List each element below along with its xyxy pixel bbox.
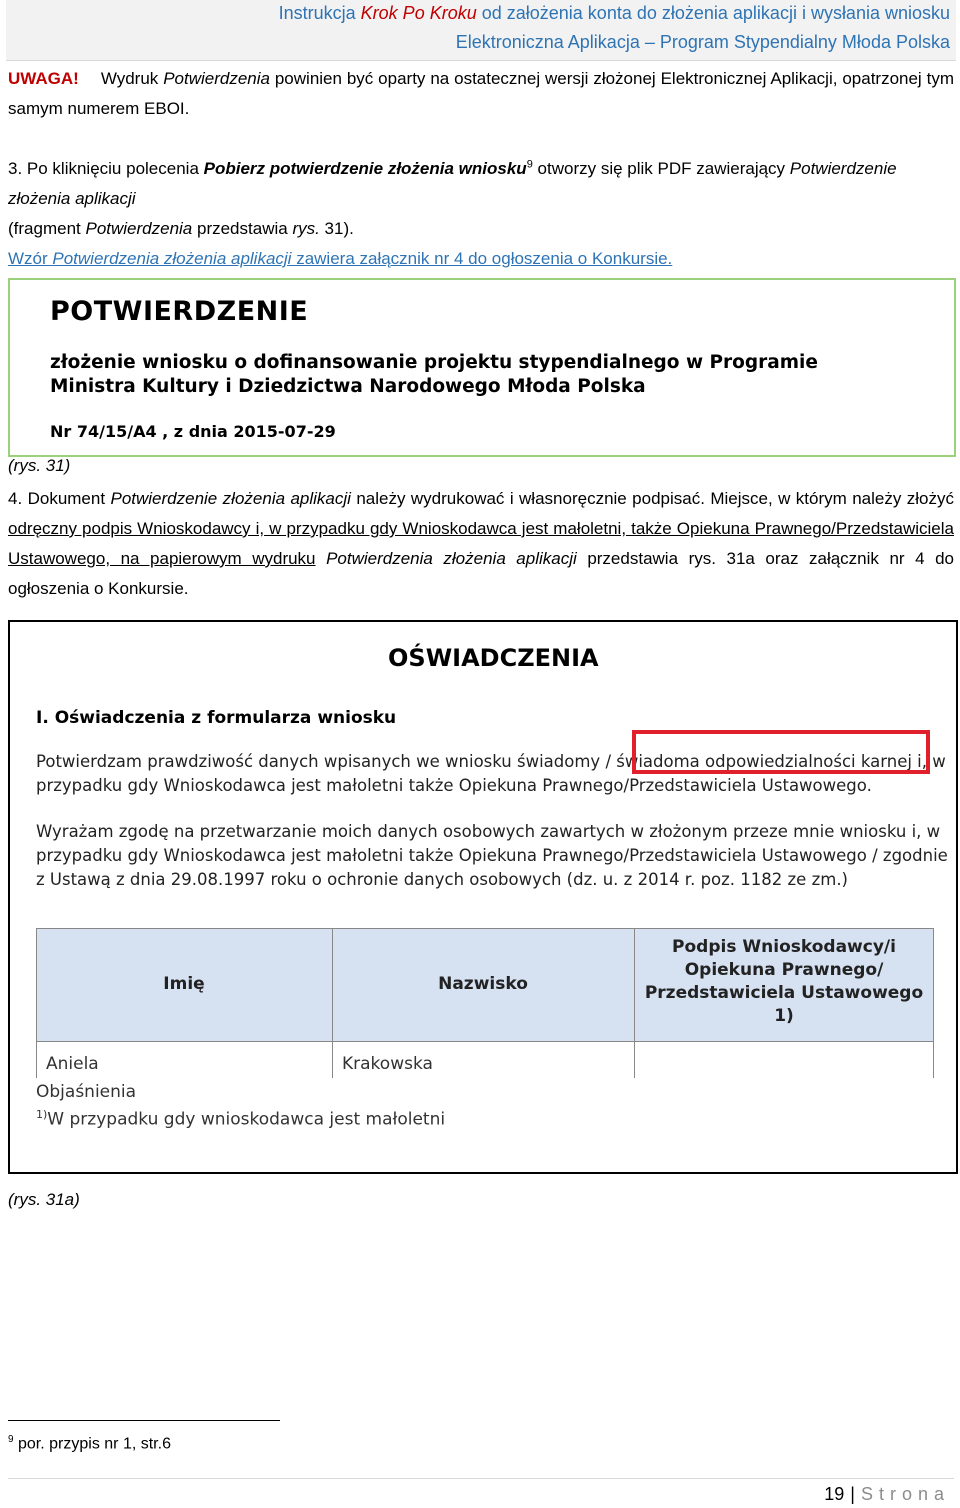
step3-paragraph: 3. Po kliknięciu polecenia Pobierz potwierdzenie złożenia wniosku$^9$ otworzy się plik PDF zawierający Potwierdzenie złożenia aplikacji (fragment Potwierdzenia przedstawia rys. 31). Wzór Potwierdzenia złożenia aplikacji zawiera załącznik nr 4 do ogłoszenia o Konkursie. — [8, 158, 897, 268]
col-header-last-name: Nazwisko — [438, 974, 528, 994]
cell-first-name: Aniela — [46, 1054, 99, 1074]
figure1-caption: (rys. 31) — [8, 456, 71, 475]
declaration-text-2: Wyrażam zgodę na przetwarzanie moich danych osobowych zawartych w złożonym przeze mnie wniosku i, w przypadku gdy Wnioskodawca jest małoletni także Opiekuna Prawnego/Przedstawiciela Ustawowego / zgodnie z Ustawą z dnia 29.08.1997 roku o ochronie danych osobowych (dz. u. z 2014 r. poz. 1182 ze zm.) — [36, 822, 948, 889]
confirmation-subtitle-1: złożenie wniosku o dofinansowanie projektu stypendialnego w Programie — [50, 352, 818, 373]
footer-divider — [8, 1478, 954, 1479]
page-header — [6, 0, 956, 61]
col-header-signature: Podpis Wnioskodawcy/i Opiekuna Prawnego/ Przedstawiciela Ustawowego 1) — [644, 937, 924, 1026]
step4-paragraph: 4. Dokument Potwierdzenie złożenia aplikacji należy wydrukować i własnoręcznie podpisać. Miejsce, w którym należy złożyć odręczny podpis Wnioskodawcy i, w przypadku gdy Wnioskodawca jest małoletni, także Opiekuna Prawnego/Przedstawiciela Ustawowego, na papierowym wydruku Potwierdzenia złożenia aplikacji przedstawia rys. 31a oraz załącznik nr 4 do ogłoszenia o Konkursie. — [8, 489, 954, 598]
explanation-note: $^{1)}$W przypadku gdy wnioskodawca jest małoletni — [36, 1108, 446, 1130]
explanations-title: Objaśnienia — [36, 1082, 137, 1102]
footnote-separator — [8, 1420, 280, 1421]
confirmation-title: POTWIERDZENIE — [50, 296, 309, 327]
declarations-section-title: I. Oświadczenia z formularza wniosku — [36, 708, 397, 728]
col-header-first-name: Imię — [163, 974, 205, 994]
signature-highlight-box — [632, 730, 930, 774]
figure2-caption: (rys. 31a) — [8, 1190, 80, 1209]
cell-last-name: Krakowska — [342, 1054, 433, 1074]
signature-table — [36, 928, 934, 1078]
template-link[interactable]: Wzór Potwierdzenia złożenia aplikacji zawiera załącznik nr 4 do ogłoszenia o Konkursie. — [8, 249, 673, 268]
header-title-line: Instrukcja Krok Po Kroku od założenia konta do złożenia aplikacji i wysłania wniosku — [278, 3, 950, 23]
page-number: 19 | Strona — [824, 1484, 950, 1504]
warning-paragraph: UWAGA! Wydruk Potwierdzenia powinien być oparty na ostatecznej wersji złożonej Elektronicznej Aplikacji, opatrzonej tym samym numerem EBOI. — [8, 69, 954, 118]
confirmation-figure — [8, 278, 956, 457]
warning-label: UWAGA! — [8, 69, 79, 88]
header-subtitle-line: Elektroniczna Aplikacja – Program Stypendialny Młoda Polska — [455, 32, 950, 52]
declarations-figure — [8, 620, 958, 1174]
confirmation-subtitle-2: Ministra Kultury i Dziedzictwa Narodowego Młoda Polska — [50, 376, 646, 397]
declaration-text-1: Potwierdzam prawdziwość danych wpisanych we wniosku świadomy / świadoma odpowiedzialności karnej i, w przypadku gdy Wnioskodawca jest małoletni także Opiekuna Prawnego/Przedstawiciela Ustawowego. — [36, 752, 946, 795]
declarations-title: OŚWIADCZENIA — [388, 644, 599, 672]
confirmation-number: Nr 74/15/A4 , z dnia 2015-07-29 — [50, 422, 336, 441]
footnote: $^9$ por. przypis nr 1, str.6 — [8, 1434, 171, 1453]
